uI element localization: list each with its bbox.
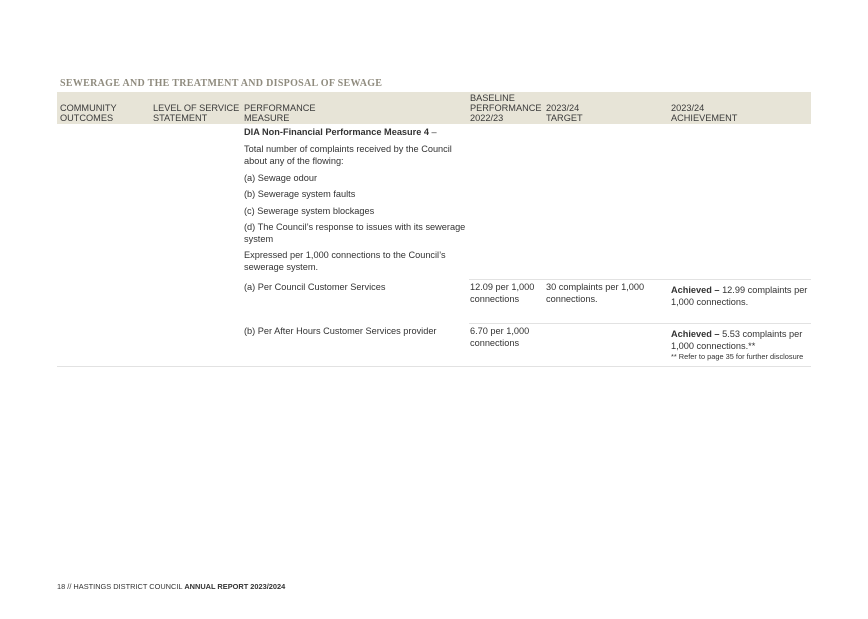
table-bottom-rule: [57, 366, 811, 367]
table-row-a-baseline: 12.09 per 1,000 connections: [470, 282, 535, 304]
header-achievement: 2023/24 ACHIEVEMENT: [671, 103, 738, 123]
measure-title-suffix: –: [429, 127, 437, 137]
measure-item-a: (a) Sewage odour: [244, 173, 318, 183]
achievement-label: Achieved –: [671, 285, 720, 295]
achievement-label: Achieved –: [671, 329, 720, 339]
header-target: 2023/24 TARGET: [546, 103, 583, 123]
measure-item-d: (d) The Council’s response to issues with its sewerage system: [244, 222, 466, 244]
footer-prefix: 18 // HASTINGS DISTRICT COUNCIL: [57, 582, 185, 591]
table-row-a-achievement: [671, 284, 811, 308]
section-title: SEWERAGE AND THE TREATMENT AND DISPOSAL OF SEWAGE: [60, 78, 383, 89]
table-row-a-measure: (a) Per Council Customer Services: [244, 282, 386, 292]
header-performance-measure: PERFORMANCE MEASURE: [244, 103, 316, 123]
table-row-a-target: 30 complaints per 1,000 connections.: [546, 282, 645, 304]
header-level-of-service: LEVEL OF SERVICE STATEMENT: [153, 103, 240, 123]
row-divider-top: [469, 279, 811, 280]
measure-expressed: Expressed per 1,000 connections to the Council’s sewerage system.: [244, 250, 446, 272]
achievement-text: 5.53 complaints per 1,000 connections.**: [671, 329, 803, 351]
table-row-b-baseline: 6.70 per 1,000 connections: [470, 326, 530, 348]
table-header: [57, 92, 811, 124]
measure-title-bold: DIA Non-Financial Performance Measure 4: [244, 127, 429, 137]
measure-item-b: (b) Sewerage system faults: [244, 189, 356, 199]
row-divider-middle: [469, 323, 811, 324]
footer-report-title: ANNUAL REPORT 2023/2024: [184, 582, 286, 591]
disclosure-note: ** Refer to page 35 for further disclosure: [671, 352, 804, 361]
achievement-text: 12.99 complaints per 1,000 connections.: [671, 285, 808, 307]
header-baseline: BASELINE PERFORMANCE 2022/23: [470, 93, 542, 123]
measure-item-c: (c) Sewerage system blockages: [244, 206, 375, 216]
table-row-b-measure: (b) Per After Hours Customer Services provider: [244, 326, 437, 336]
header-community-outcomes: COMMUNITY OUTCOMES: [60, 103, 117, 123]
measure-title: [244, 126, 469, 138]
table-row-b-achievement: [671, 328, 811, 362]
measure-intro: Total number of complaints received by the Council about any of the flowing:: [244, 144, 452, 166]
page-footer: [57, 582, 285, 591]
